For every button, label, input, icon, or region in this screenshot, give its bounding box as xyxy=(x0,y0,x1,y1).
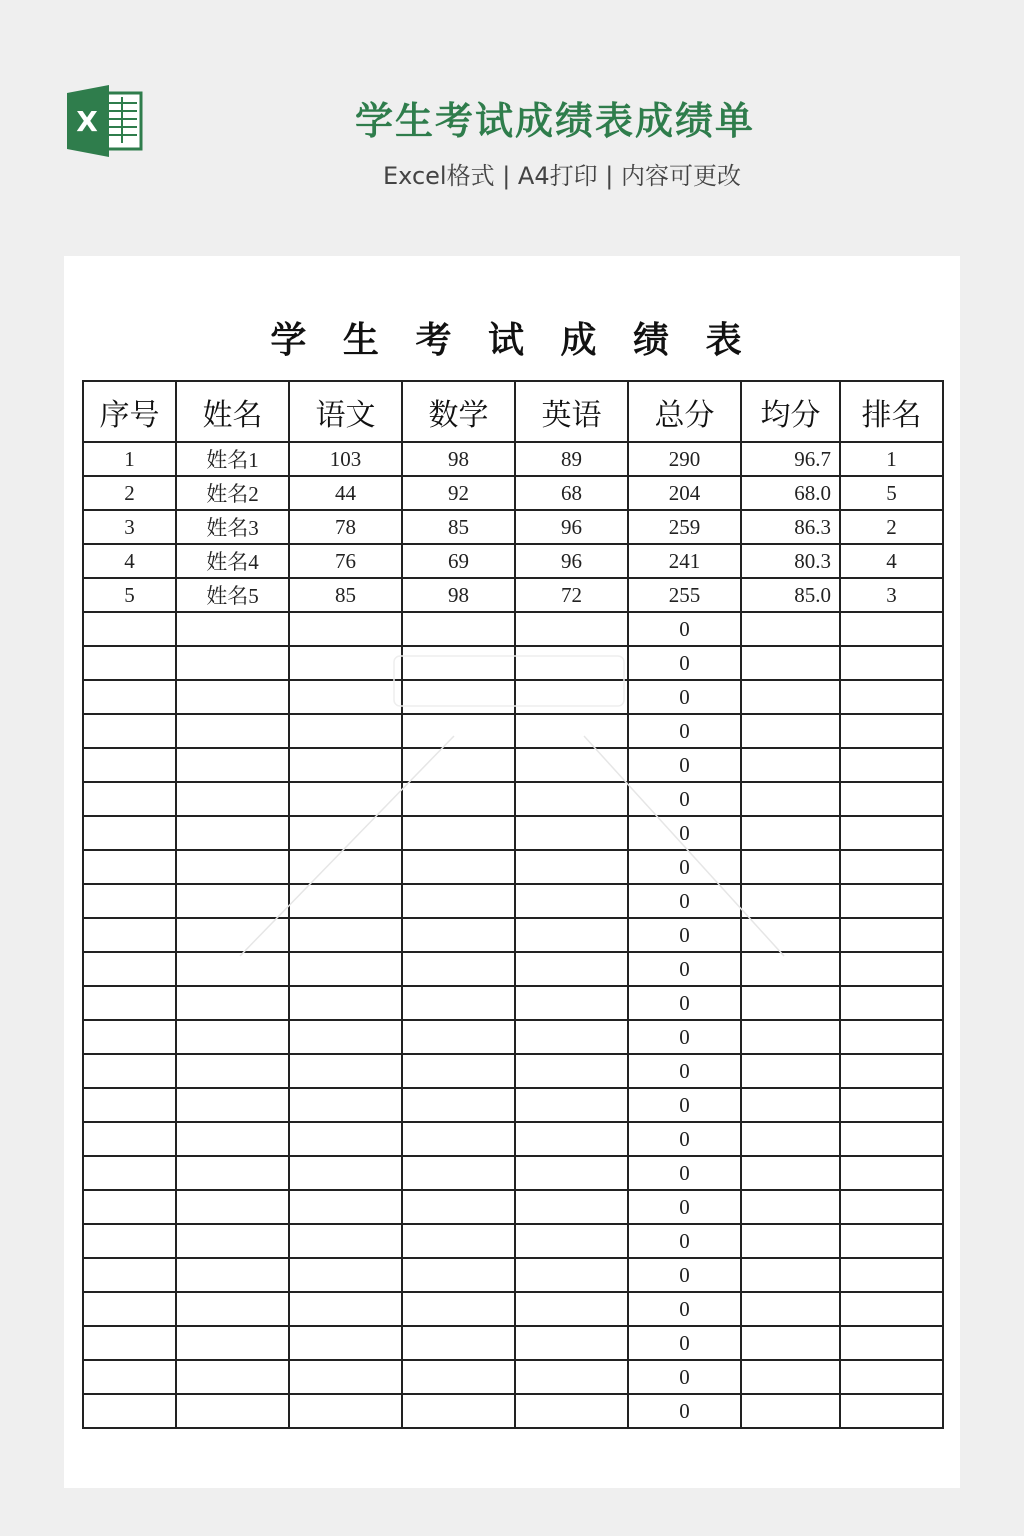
english-score-cell xyxy=(515,850,628,884)
serial-cell xyxy=(83,1122,176,1156)
average-score-cell xyxy=(741,1156,840,1190)
name-cell xyxy=(176,748,289,782)
header-cell: 排名 xyxy=(840,381,943,442)
total-score-cell: 0 xyxy=(628,1224,741,1258)
average-score-cell xyxy=(741,1054,840,1088)
rank-cell xyxy=(840,1394,943,1428)
total-score-cell: 0 xyxy=(628,782,741,816)
average-score-cell: 80.3 xyxy=(741,544,840,578)
empty-table-row xyxy=(83,1190,943,1224)
english-score-cell xyxy=(515,1054,628,1088)
math-score-cell: 69 xyxy=(402,544,515,578)
average-score-cell: 68.0 xyxy=(741,476,840,510)
empty-table-row xyxy=(83,850,943,884)
math-score-cell xyxy=(402,816,515,850)
empty-table-row xyxy=(83,782,943,816)
total-score-cell: 0 xyxy=(628,1326,741,1360)
math-score-cell: 98 xyxy=(402,578,515,612)
average-score-cell xyxy=(741,1122,840,1156)
name-cell xyxy=(176,986,289,1020)
average-score-cell xyxy=(741,850,840,884)
rank-cell xyxy=(840,1224,943,1258)
rank-cell xyxy=(840,680,943,714)
average-score-cell xyxy=(741,1224,840,1258)
rank-cell xyxy=(840,1054,943,1088)
chinese-score-cell xyxy=(289,816,402,850)
rank-cell xyxy=(840,612,943,646)
name-cell xyxy=(176,884,289,918)
name-cell xyxy=(176,1360,289,1394)
math-score-cell xyxy=(402,1156,515,1190)
english-score-cell xyxy=(515,1394,628,1428)
name-cell: 姓名4 xyxy=(176,544,289,578)
serial-cell: 3 xyxy=(83,510,176,544)
chinese-score-cell xyxy=(289,986,402,1020)
total-score-cell: 0 xyxy=(628,1054,741,1088)
math-score-cell xyxy=(402,1054,515,1088)
chinese-score-cell xyxy=(289,1156,402,1190)
header-cell: 总分 xyxy=(628,381,741,442)
average-score-cell xyxy=(741,612,840,646)
chinese-score-cell xyxy=(289,748,402,782)
name-cell xyxy=(176,1156,289,1190)
english-score-cell xyxy=(515,1258,628,1292)
table-row xyxy=(83,442,943,476)
serial-cell xyxy=(83,1394,176,1428)
rank-cell xyxy=(840,884,943,918)
total-score-cell: 0 xyxy=(628,1122,741,1156)
total-score-cell: 0 xyxy=(628,952,741,986)
english-score-cell xyxy=(515,952,628,986)
name-cell xyxy=(176,1326,289,1360)
serial-cell xyxy=(83,1054,176,1088)
average-score-cell xyxy=(741,1258,840,1292)
serial-cell xyxy=(83,646,176,680)
serial-cell xyxy=(83,782,176,816)
name-cell xyxy=(176,1258,289,1292)
chinese-score-cell xyxy=(289,1054,402,1088)
table-body xyxy=(83,442,943,1428)
total-score-cell: 0 xyxy=(628,1394,741,1428)
total-score-cell: 0 xyxy=(628,612,741,646)
math-score-cell xyxy=(402,782,515,816)
average-score-cell xyxy=(741,782,840,816)
chinese-score-cell xyxy=(289,714,402,748)
math-score-cell xyxy=(402,850,515,884)
rank-cell xyxy=(840,1122,943,1156)
total-score-cell: 0 xyxy=(628,646,741,680)
chinese-score-cell: 76 xyxy=(289,544,402,578)
english-score-cell: 96 xyxy=(515,544,628,578)
total-score-cell: 0 xyxy=(628,1020,741,1054)
serial-cell xyxy=(83,918,176,952)
total-score-cell: 241 xyxy=(628,544,741,578)
header-cell: 数学 xyxy=(402,381,515,442)
serial-cell xyxy=(83,884,176,918)
name-cell xyxy=(176,1224,289,1258)
total-score-cell: 255 xyxy=(628,578,741,612)
english-score-cell xyxy=(515,1156,628,1190)
name-cell: 姓名3 xyxy=(176,510,289,544)
serial-cell xyxy=(83,1360,176,1394)
math-score-cell xyxy=(402,714,515,748)
chinese-score-cell: 44 xyxy=(289,476,402,510)
math-score-cell xyxy=(402,952,515,986)
chinese-score-cell xyxy=(289,1360,402,1394)
average-score-cell xyxy=(741,952,840,986)
empty-table-row xyxy=(83,884,943,918)
name-cell xyxy=(176,952,289,986)
math-score-cell xyxy=(402,918,515,952)
table-row xyxy=(83,578,943,612)
english-score-cell: 96 xyxy=(515,510,628,544)
rank-cell xyxy=(840,1088,943,1122)
math-score-cell: 98 xyxy=(402,442,515,476)
total-score-cell: 0 xyxy=(628,1360,741,1394)
math-score-cell xyxy=(402,646,515,680)
chinese-score-cell xyxy=(289,1394,402,1428)
name-cell xyxy=(176,850,289,884)
average-score-cell xyxy=(741,1326,840,1360)
total-score-cell: 0 xyxy=(628,986,741,1020)
empty-table-row xyxy=(83,1156,943,1190)
total-score-cell: 0 xyxy=(628,1156,741,1190)
rank-cell xyxy=(840,714,943,748)
chinese-score-cell xyxy=(289,782,402,816)
math-score-cell xyxy=(402,1394,515,1428)
total-score-cell: 290 xyxy=(628,442,741,476)
english-score-cell xyxy=(515,680,628,714)
english-score-cell xyxy=(515,816,628,850)
english-score-cell xyxy=(515,1122,628,1156)
empty-table-row xyxy=(83,1088,943,1122)
english-score-cell xyxy=(515,884,628,918)
chinese-score-cell xyxy=(289,1326,402,1360)
average-score-cell xyxy=(741,1394,840,1428)
rank-cell: 5 xyxy=(840,476,943,510)
name-cell xyxy=(176,1292,289,1326)
english-score-cell xyxy=(515,1088,628,1122)
empty-table-row xyxy=(83,714,943,748)
chinese-score-cell: 103 xyxy=(289,442,402,476)
english-score-cell xyxy=(515,1224,628,1258)
document-title: 学 生 考 试 成 绩 表 xyxy=(270,319,754,361)
english-score-cell: 72 xyxy=(515,578,628,612)
empty-table-row xyxy=(83,1020,943,1054)
english-score-cell xyxy=(515,986,628,1020)
grades-table xyxy=(82,380,944,1429)
empty-table-row xyxy=(83,1224,943,1258)
math-score-cell xyxy=(402,1122,515,1156)
empty-table-row xyxy=(83,1394,943,1428)
empty-table-row xyxy=(83,986,943,1020)
math-score-cell xyxy=(402,680,515,714)
page-subtitle: Excel格式 | A4打印 | 内容可更改 xyxy=(383,162,741,190)
average-score-cell xyxy=(741,1088,840,1122)
chinese-score-cell xyxy=(289,1258,402,1292)
rank-cell xyxy=(840,850,943,884)
average-score-cell xyxy=(741,816,840,850)
total-score-cell: 0 xyxy=(628,1190,741,1224)
total-score-cell: 0 xyxy=(628,918,741,952)
rank-cell xyxy=(840,748,943,782)
empty-table-row xyxy=(83,1122,943,1156)
rank-cell xyxy=(840,952,943,986)
name-cell xyxy=(176,1190,289,1224)
average-score-cell xyxy=(741,1292,840,1326)
average-score-cell: 85.0 xyxy=(741,578,840,612)
rank-cell xyxy=(840,646,943,680)
math-score-cell xyxy=(402,748,515,782)
serial-cell xyxy=(83,748,176,782)
english-score-cell xyxy=(515,1360,628,1394)
math-score-cell xyxy=(402,1292,515,1326)
name-cell xyxy=(176,816,289,850)
serial-cell xyxy=(83,1258,176,1292)
name-cell: 姓名2 xyxy=(176,476,289,510)
serial-cell xyxy=(83,714,176,748)
english-score-cell xyxy=(515,1292,628,1326)
rank-cell xyxy=(840,782,943,816)
serial-cell xyxy=(83,952,176,986)
average-score-cell: 96.7 xyxy=(741,442,840,476)
empty-table-row xyxy=(83,1326,943,1360)
math-score-cell xyxy=(402,1258,515,1292)
total-score-cell: 204 xyxy=(628,476,741,510)
serial-cell xyxy=(83,1326,176,1360)
total-score-cell: 0 xyxy=(628,850,741,884)
total-score-cell: 0 xyxy=(628,748,741,782)
document-preview xyxy=(64,256,960,1488)
total-score-cell: 0 xyxy=(628,884,741,918)
rank-cell xyxy=(840,1156,943,1190)
rank-cell xyxy=(840,1258,943,1292)
rank-cell xyxy=(840,1190,943,1224)
serial-cell xyxy=(83,986,176,1020)
average-score-cell xyxy=(741,1360,840,1394)
rank-cell: 1 xyxy=(840,442,943,476)
name-cell xyxy=(176,1088,289,1122)
math-score-cell xyxy=(402,1190,515,1224)
english-score-cell xyxy=(515,1020,628,1054)
math-score-cell xyxy=(402,1020,515,1054)
math-score-cell xyxy=(402,1088,515,1122)
english-score-cell xyxy=(515,612,628,646)
english-score-cell xyxy=(515,918,628,952)
serial-cell xyxy=(83,1156,176,1190)
english-score-cell xyxy=(515,714,628,748)
average-score-cell xyxy=(741,1020,840,1054)
total-score-cell: 0 xyxy=(628,816,741,850)
average-score-cell xyxy=(741,748,840,782)
name-cell: 姓名1 xyxy=(176,442,289,476)
serial-cell: 5 xyxy=(83,578,176,612)
name-cell xyxy=(176,680,289,714)
average-score-cell xyxy=(741,680,840,714)
total-score-cell: 0 xyxy=(628,1292,741,1326)
average-score-cell xyxy=(741,918,840,952)
rank-cell: 4 xyxy=(840,544,943,578)
empty-table-row xyxy=(83,680,943,714)
chinese-score-cell xyxy=(289,1224,402,1258)
serial-cell xyxy=(83,680,176,714)
chinese-score-cell: 85 xyxy=(289,578,402,612)
table-row xyxy=(83,544,943,578)
math-score-cell: 85 xyxy=(402,510,515,544)
name-cell xyxy=(176,918,289,952)
total-score-cell: 0 xyxy=(628,1258,741,1292)
chinese-score-cell xyxy=(289,1088,402,1122)
math-score-cell xyxy=(402,884,515,918)
name-cell xyxy=(176,1122,289,1156)
empty-table-row xyxy=(83,816,943,850)
chinese-score-cell xyxy=(289,612,402,646)
page-title: 学生考试成绩表成绩单 xyxy=(354,99,755,143)
total-score-cell: 259 xyxy=(628,510,741,544)
excel-logo-letter: X xyxy=(76,105,98,138)
empty-table-row xyxy=(83,646,943,680)
chinese-score-cell xyxy=(289,1122,402,1156)
empty-table-row xyxy=(83,748,943,782)
name-cell xyxy=(176,1020,289,1054)
name-cell xyxy=(176,612,289,646)
rank-cell xyxy=(840,1326,943,1360)
serial-cell xyxy=(83,1224,176,1258)
chinese-score-cell xyxy=(289,680,402,714)
average-score-cell xyxy=(741,714,840,748)
chinese-score-cell xyxy=(289,884,402,918)
total-score-cell: 0 xyxy=(628,714,741,748)
empty-table-row xyxy=(83,1360,943,1394)
chinese-score-cell xyxy=(289,1020,402,1054)
table-header-row xyxy=(83,381,943,442)
rank-cell xyxy=(840,816,943,850)
chinese-score-cell xyxy=(289,850,402,884)
serial-cell xyxy=(83,612,176,646)
serial-cell xyxy=(83,1190,176,1224)
serial-cell xyxy=(83,1020,176,1054)
chinese-score-cell xyxy=(289,1292,402,1326)
rank-cell: 3 xyxy=(840,578,943,612)
header-cell: 均分 xyxy=(741,381,840,442)
chinese-score-cell xyxy=(289,1190,402,1224)
empty-table-row xyxy=(83,612,943,646)
rank-cell xyxy=(840,1360,943,1394)
name-cell xyxy=(176,1054,289,1088)
empty-table-row xyxy=(83,1258,943,1292)
english-score-cell: 68 xyxy=(515,476,628,510)
chinese-score-cell xyxy=(289,646,402,680)
serial-cell xyxy=(83,816,176,850)
rank-cell xyxy=(840,1020,943,1054)
english-score-cell xyxy=(515,646,628,680)
table-row xyxy=(83,510,943,544)
rank-cell xyxy=(840,1292,943,1326)
math-score-cell xyxy=(402,986,515,1020)
empty-table-row xyxy=(83,918,943,952)
average-score-cell xyxy=(741,1190,840,1224)
header-cell: 姓名 xyxy=(176,381,289,442)
math-score-cell xyxy=(402,1224,515,1258)
empty-table-row xyxy=(83,1054,943,1088)
english-score-cell xyxy=(515,782,628,816)
math-score-cell xyxy=(402,1360,515,1394)
header-cell: 序号 xyxy=(83,381,176,442)
rank-cell xyxy=(840,986,943,1020)
serial-cell xyxy=(83,1088,176,1122)
serial-cell: 4 xyxy=(83,544,176,578)
total-score-cell: 0 xyxy=(628,680,741,714)
serial-cell xyxy=(83,850,176,884)
empty-table-row xyxy=(83,1292,943,1326)
header-cell: 语文 xyxy=(289,381,402,442)
chinese-score-cell xyxy=(289,952,402,986)
english-score-cell xyxy=(515,748,628,782)
name-cell xyxy=(176,646,289,680)
chinese-score-cell: 78 xyxy=(289,510,402,544)
average-score-cell xyxy=(741,646,840,680)
average-score-cell xyxy=(741,986,840,1020)
english-score-cell xyxy=(515,1326,628,1360)
table-row xyxy=(83,476,943,510)
name-cell xyxy=(176,714,289,748)
average-score-cell: 86.3 xyxy=(741,510,840,544)
serial-cell: 2 xyxy=(83,476,176,510)
name-cell xyxy=(176,1394,289,1428)
total-score-cell: 0 xyxy=(628,1088,741,1122)
serial-cell xyxy=(83,1292,176,1326)
name-cell: 姓名5 xyxy=(176,578,289,612)
serial-cell: 1 xyxy=(83,442,176,476)
rank-cell xyxy=(840,918,943,952)
rank-cell: 2 xyxy=(840,510,943,544)
name-cell xyxy=(176,782,289,816)
math-score-cell xyxy=(402,1326,515,1360)
header-cell: 英语 xyxy=(515,381,628,442)
average-score-cell xyxy=(741,884,840,918)
english-score-cell: 89 xyxy=(515,442,628,476)
chinese-score-cell xyxy=(289,918,402,952)
math-score-cell: 92 xyxy=(402,476,515,510)
math-score-cell xyxy=(402,612,515,646)
english-score-cell xyxy=(515,1190,628,1224)
empty-table-row xyxy=(83,952,943,986)
